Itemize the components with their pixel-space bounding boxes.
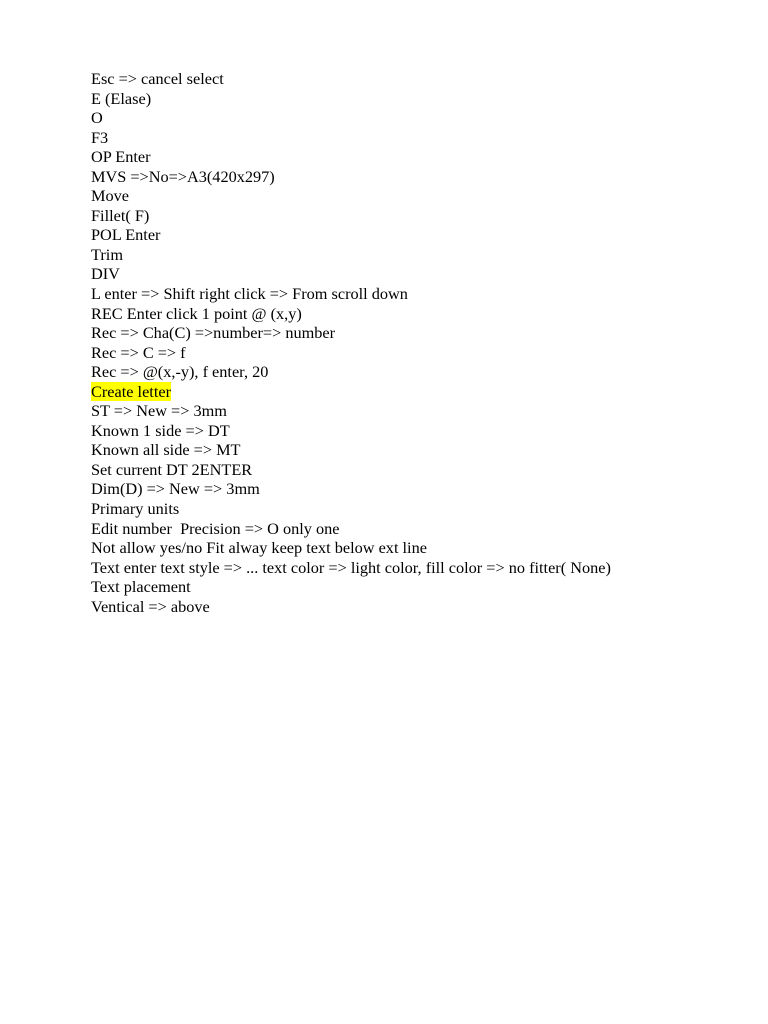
line-text: Known 1 side => DT [91, 420, 230, 440]
line-text: OP Enter [91, 147, 151, 167]
line-text: POL Enter [91, 225, 161, 245]
text-line [91, 245, 751, 265]
text-line [91, 499, 751, 519]
text-line [91, 558, 751, 578]
text-line [91, 128, 751, 148]
line-text: E (Elase) [91, 88, 152, 108]
line-text: ST => New => 3mm [91, 401, 227, 421]
text-line [91, 479, 751, 499]
line-text: Dim(D) => New => 3mm [91, 479, 260, 499]
line-text: Rec => C => f [91, 342, 186, 362]
line-text: DIV [91, 264, 120, 284]
text-line [91, 519, 751, 539]
text-line [91, 597, 751, 617]
line-text: Text placement [91, 577, 191, 597]
line-text: REC Enter click 1 point @ (x,y) [91, 303, 302, 323]
text-line [91, 440, 751, 460]
highlighted-line-text: Create letter [91, 381, 171, 401]
line-text: Not allow yes/no Fit alway keep text below ext line [91, 538, 427, 558]
text-line [91, 343, 751, 363]
line-text: Known all side => MT [91, 440, 241, 460]
text-line [91, 69, 751, 89]
line-text: F3 [91, 127, 109, 147]
line-text: Fillet( F) [91, 205, 150, 225]
text-line [91, 538, 751, 558]
text-line [91, 362, 751, 382]
text-line-highlighted [91, 382, 751, 402]
text-line [91, 167, 751, 187]
text-line [91, 284, 751, 304]
line-text: Set current DT 2ENTER [91, 459, 253, 479]
line-text: MVS =>No=>A3(420x297) [91, 166, 275, 186]
text-line [91, 323, 751, 343]
text-line [91, 147, 751, 167]
line-text: Rec => Cha(C) =>number=> number [91, 323, 336, 343]
text-line [91, 89, 751, 109]
text-line [91, 401, 751, 421]
text-line [91, 264, 751, 284]
text-line [91, 421, 751, 441]
line-text: Ventical => above [91, 596, 210, 616]
line-text: Primary units [91, 499, 180, 519]
document-body [91, 69, 751, 616]
text-line [91, 577, 751, 597]
line-text: O [91, 108, 103, 128]
text-line [91, 460, 751, 480]
line-text: Rec => @(x,-y), f enter, 20 [91, 362, 269, 382]
line-text: Trim [91, 244, 123, 264]
text-line [91, 206, 751, 226]
line-text: Edit number Precision => O only one [91, 518, 340, 538]
line-text: Esc => cancel select [91, 69, 224, 88]
line-text: Text enter text style => ... text color => light color, fill color => no fitter( None) [91, 557, 611, 577]
line-text: L enter => Shift right click => From scroll down [91, 284, 408, 304]
text-line [91, 108, 751, 128]
text-line [91, 186, 751, 206]
text-line [91, 304, 751, 324]
line-text: Move [91, 186, 129, 206]
text-line [91, 225, 751, 245]
